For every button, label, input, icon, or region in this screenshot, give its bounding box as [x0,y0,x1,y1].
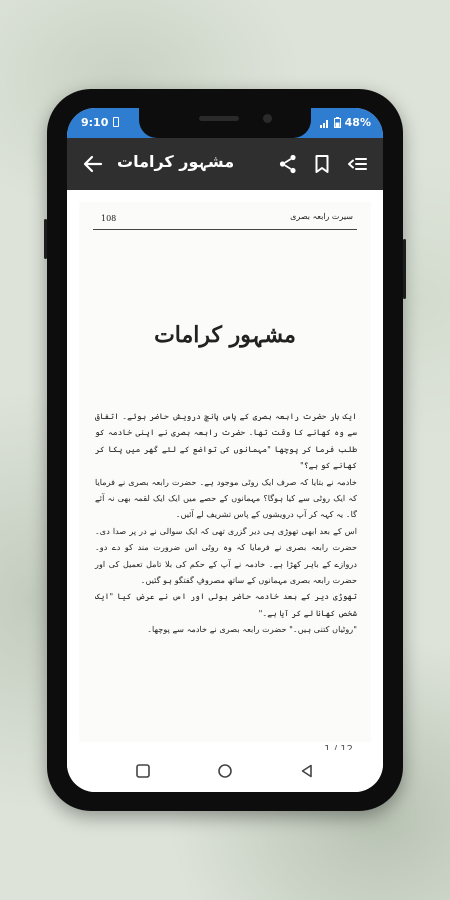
recents-icon[interactable] [135,763,151,779]
document-viewer[interactable] [67,190,383,750]
paragraph: ایک بار حضرت رابعہ بصری کے پاس پانچ درویش حاضر ہوئے۔ اتفاق سے وہ کھانے کا وقت تھا۔ حضرت رابعہ بصری نے اپنی خادمہ کو طلب فرما کر پوچھا "مہمانوں کی تواضع کے لئے گھر میں پکا کر کھانے کو ہے؟" [95,411,357,471]
arrow-left-icon[interactable] [81,152,105,176]
signal-icon [320,118,330,128]
book-page [79,202,371,742]
volume-button [403,239,406,299]
battery-icon [334,117,341,128]
battery-saver-icon [113,117,119,127]
camera-notch [139,108,311,138]
phone-frame [47,89,403,811]
running-header-title: سیرت رابعہ بصری [290,212,353,221]
phone-screen [67,108,383,792]
header-rule [93,229,357,230]
front-camera [263,114,272,123]
paragraph: اس کے بعد ابھی تھوڑی ہی دیر گزری تھی کہ ایک سوالی نے در پر صدا دی۔ حضرت رابعہ بصری نے فرمایا کہ وہ روٹی اس ضرورت مند کو دے دو۔ دروازے کے باہر کھڑا ہے۔ خادمہ نے آپ کے حکم کی بلا تامل تعمیل کی اور حضرت رابعہ بصری مہمانوں کے ساتھ مصروفِ گفتگو ہو گئیں۔ [95,525,357,586]
status-time: 9:10 [81,116,109,129]
speaker-grille [199,116,239,121]
back-nav-icon[interactable] [299,763,315,779]
paragraph: تھوڑی دیر کے بعد خادمہ حاضر ہوئی اور اس نے عرض کیا "ایک شخص کھانا لے کر آیا ہے۔" [95,591,357,618]
app-toolbar [67,138,383,190]
share-icon[interactable] [276,152,300,176]
battery-percent: 48% [344,116,371,129]
home-icon[interactable] [217,763,233,779]
paragraph: "روٹیاں کتنی ہیں۔" حضرت رابعہ بصری نے خادمہ سے پوچھا۔ [147,624,357,635]
list-icon[interactable] [345,152,369,176]
bookmark-icon[interactable] [310,152,334,176]
status-right [320,116,371,129]
page-body [95,408,357,638]
chapter-heading: مشہور کرامات [154,322,296,348]
system-nav-bar [67,750,383,792]
toolbar-title: مشہور کرامات [117,152,235,171]
power-button [44,219,47,259]
paragraph: خادمہ نے بتایا کہ صرف ایک روٹی موجود ہے۔ حضرت رابعہ بصری نے فرمایا کہ ایک روٹی سے کیا ہوگا؟ مہمانوں کے حصے میں ایک ایک لقمہ بھی نہ آئے گا۔ یہ کہہ کر آپ درویشوں کے پاس تشریف لے آئیں۔ [95,476,357,520]
running-header-page-number: 108 [101,214,117,223]
